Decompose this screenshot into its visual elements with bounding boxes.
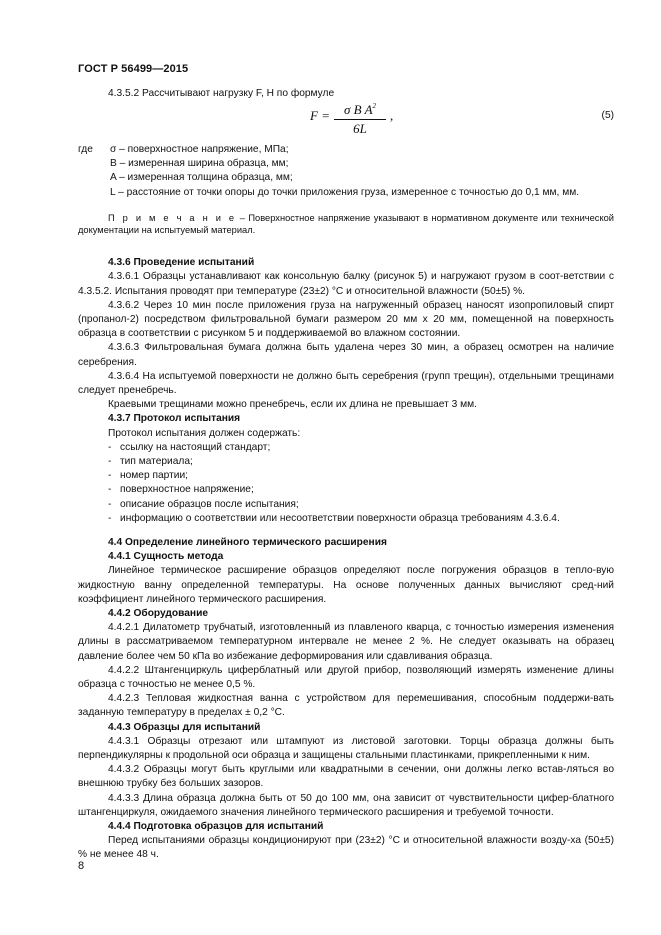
def-b: B – измеренная ширина образца, мм; bbox=[110, 158, 289, 170]
clause-4-4-1-text: Линейное термическое расширение образцов определяют после погружения образцов в тепло-вую жидкостную ванну определенной температуры. На основе полученных данных вычисляют сред-ний коэффициент линейного термического расширения. bbox=[78, 565, 614, 605]
clause-4-3-5-2: 4.3.5.2 Рассчитывают нагрузку F, Н по формуле bbox=[108, 88, 335, 99]
formula-power: 2 bbox=[372, 102, 377, 110]
formula-numerator-text: σ B A bbox=[343, 102, 373, 117]
note-text: – Поверхностное напряжение указывают в нормативном документе или технической документации на испытуемый материал. bbox=[78, 212, 614, 236]
formula-denominator: 6L bbox=[353, 121, 367, 137]
list-item: - ссылку на настоящий стандарт; bbox=[108, 441, 271, 453]
standard-header: ГОСТ Р 56499—2015 bbox=[78, 63, 189, 75]
clause-4-3-6-3: 4.3.6.3 Фильтровальная бумага должна быть удалена через 30 мин, а образец осмотрен на наличие серебрения. bbox=[78, 342, 614, 368]
list-item-text: ссылку на настоящий стандарт; bbox=[120, 441, 271, 453]
edge-cracks-text: Краевыми трещинами можно пренебречь, если их длина не превышает 3 мм. bbox=[108, 399, 477, 411]
list-item: - номер партии; bbox=[108, 470, 188, 482]
def-sigma: σ – поверхностное напряжение, МПа; bbox=[110, 144, 289, 155]
clause-4-3-6-1: 4.3.6.1 Образцы устанавливают как консольную балку (рисунок 5) и нагружают грузом в соот-ветствии с 4.3.5.2. Испытания проводят при температуре (23±2) °С и относительной влажности (50±5) %. bbox=[78, 271, 614, 297]
list-item: - поверхностное напряжение; bbox=[108, 484, 254, 496]
clause-4-4-2-1: 4.4.2.1 Дилатометр трубчатый, изготовленный из плавленого кварца, с точностью измерения изменения длины в рассматриваемом температурном интервале не менее 2 %. Не следует оказывать на образец давление более чем 50 кПа во избежание деформирования или сдавливания образца. bbox=[78, 622, 614, 662]
where-label: где bbox=[78, 144, 93, 155]
note bbox=[78, 212, 614, 237]
formula-fraction bbox=[334, 99, 386, 136]
protocol-list bbox=[78, 441, 614, 526]
equation-number: (5) bbox=[601, 110, 614, 121]
variable-definitions bbox=[78, 143, 614, 200]
note-label: П р и м е ч а н и е bbox=[108, 212, 237, 223]
page-number: 8 bbox=[78, 860, 85, 872]
page-body bbox=[78, 87, 614, 863]
list-item-text: тип материала; bbox=[120, 455, 193, 467]
clause-4-4-2-3: 4.4.2.3 Тепловая жидкостная ванна с устройством для перемешивания, способным поддержи-вать заданную температуру в пределах ± 0,2 °С. bbox=[78, 693, 614, 719]
clause-4-4-3-3: 4.4.3.3 Длина образца должна быть от 50 до 100 мм, она зависит от чувствительности цифер-блатного штангенциркуля, ожидаемого значения линейного термического расширения и требуемой точности. bbox=[78, 792, 614, 818]
clause-4-3-6-2: 4.3.6.2 Через 10 мин после приложения груза на нагруженный образец наносят изопропиловый спирт (пропанол-2) посредством фильтровальной бумаги размером 20 мм х 20 мм, помещенной на поверхность образца в соответствии с рисунком 5 и поддерживаемой во влажном состоянии. bbox=[78, 299, 614, 340]
heading-4-4-1: 4.4.1 Сущность метода bbox=[108, 551, 224, 563]
list-item-text: информацию о соответствии или несоответствии поверхности образца требованиям 4.3.6.4. bbox=[120, 512, 560, 524]
list-item: - описание образцов после испытания; bbox=[108, 498, 299, 510]
heading-4-4: 4.4 Определение линейного термического расширения bbox=[108, 536, 387, 548]
formula-comma: , bbox=[390, 108, 394, 123]
heading-4-4-4: 4.4.4 Подготовка образцов для испытаний bbox=[108, 821, 324, 833]
protocol-intro: Протокол испытания должен содержать: bbox=[108, 427, 301, 439]
def-a: A – измеренная толщина образца, мм; bbox=[110, 172, 293, 184]
list-item-text: поверхностное напряжение; bbox=[120, 484, 254, 496]
list-item-text: описание образцов после испытания; bbox=[120, 498, 299, 510]
heading-4-3-7: 4.3.7 Протокол испытания bbox=[108, 413, 241, 425]
clause-4-4-3-2: 4.4.3.2 Образцы могут быть круглыми или квадратными в сечении, они должны легко встав-ляться во внешнюю трубку без больших зазоров. bbox=[78, 764, 614, 790]
heading-4-4-3: 4.4.3 Образцы для испытаний bbox=[108, 721, 261, 733]
clause-4-3-6-4: 4.3.6.4 На испытуемой поверхности не должно быть серебрения (групп трещин), отдельными трещинами следует пренебречь. bbox=[78, 370, 614, 396]
clause-4-4-3-1: 4.4.3.1 Образцы отрезают или штампуют из листовой заготовки. Торцы образца должны быть перпендикулярны к продольной оси образца и защищены стальными пластинками, прикрепленными к ним. bbox=[78, 735, 614, 762]
list-item: - информацию о соответствии или несоответствии поверхности образца требованиям 4.3.6.4. bbox=[108, 512, 560, 524]
list-item: - тип материала; bbox=[108, 455, 193, 467]
formula-numerator bbox=[334, 99, 386, 117]
fraction-bar bbox=[334, 119, 386, 120]
formula-block bbox=[78, 87, 614, 137]
list-item-text: номер партии; bbox=[120, 470, 188, 482]
clause-4-4-4-text: Перед испытаниями образцы кондиционируют при (23±2) °С и относительной влажности возду-ха (50±5) % не менее 48 ч. bbox=[78, 835, 614, 861]
def-l: L – расстояние от точки опоры до точки приложения груза, измеренное с точностью до 0,1 мм, мм. bbox=[110, 186, 580, 198]
formula-lhs: F = bbox=[310, 108, 330, 123]
heading-4-3-6: 4.3.6 Проведение испытаний bbox=[108, 257, 255, 269]
heading-4-4-2: 4.4.2 Оборудование bbox=[108, 607, 208, 619]
clause-4-4-2-2: 4.4.2.2 Штангенциркуль циферблатный или другой прибор, позволяющий измерять изменение длины образца с точностью не менее 0,5 %. bbox=[78, 664, 614, 690]
